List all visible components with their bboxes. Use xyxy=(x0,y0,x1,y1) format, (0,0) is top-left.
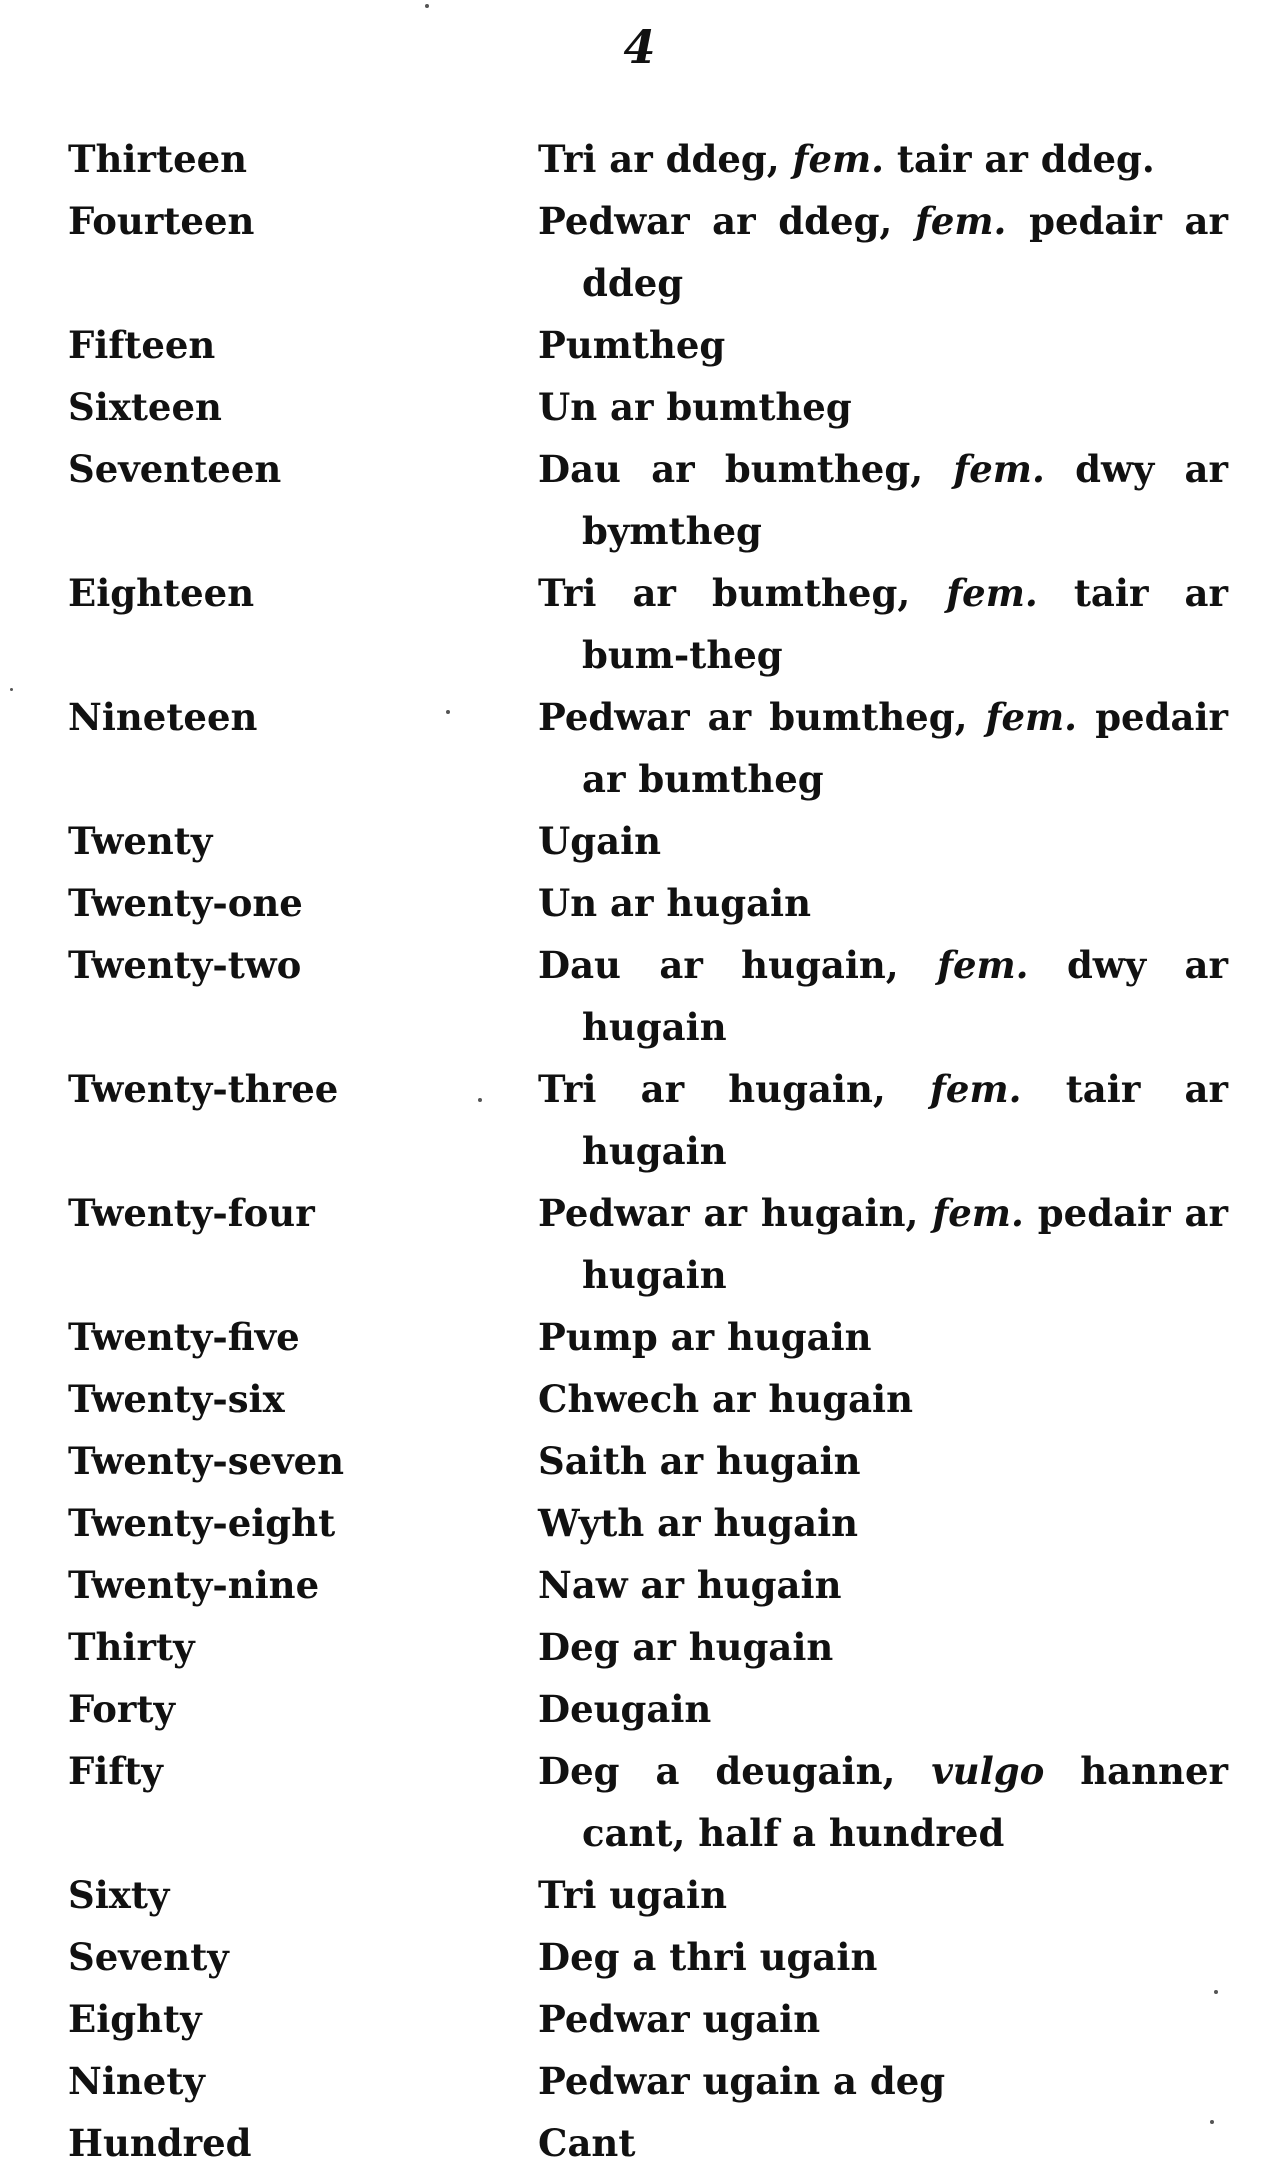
translation-text: Tri ugain xyxy=(538,1873,727,1917)
english-term: Twenty-seven xyxy=(68,1439,345,1483)
welsh-translation xyxy=(538,1864,1228,1926)
english-term: Eighty xyxy=(68,1997,202,2041)
english-term: Fifteen xyxy=(68,323,216,367)
numeral-glossary xyxy=(68,128,1228,2174)
italic-abbreviation: vulgo xyxy=(931,1749,1045,1793)
glossary-row xyxy=(68,2112,1228,2174)
glossary-row xyxy=(68,810,1228,872)
welsh-translation xyxy=(538,562,1228,686)
english-term: Twenty-two xyxy=(68,943,302,987)
glossary-row xyxy=(68,1616,1228,1678)
welsh-translation xyxy=(538,686,1228,810)
glossary-row xyxy=(68,1306,1228,1368)
english-term: Nineteen xyxy=(68,695,258,739)
italic-abbreviation: fem. xyxy=(929,1067,1022,1111)
english-term: Sixty xyxy=(68,1873,170,1917)
translation-text: tair ar ddeg. xyxy=(884,137,1155,181)
translation-text: Deg ar hugain xyxy=(538,1625,834,1669)
welsh-translation xyxy=(538,1368,1228,1430)
welsh-translation xyxy=(538,1740,1228,1864)
translation-text: Dau ar bumtheg, xyxy=(538,447,954,491)
welsh-translation xyxy=(538,1616,1228,1678)
italic-abbreviation: fem. xyxy=(792,137,885,181)
glossary-row xyxy=(68,1864,1228,1926)
translation-text: pedair ar bumtheg xyxy=(582,695,1228,801)
scan-speck xyxy=(1214,1990,1218,1994)
translation-text: dwy ar bymtheg xyxy=(582,447,1229,553)
translation-text: Deugain xyxy=(538,1687,712,1731)
glossary-row xyxy=(68,1554,1228,1616)
translation-text: Un ar bumtheg xyxy=(538,385,852,429)
english-term: Twenty-eight xyxy=(68,1501,336,1545)
english-term: Twenty-four xyxy=(68,1191,315,1235)
italic-abbreviation: fem. xyxy=(932,1191,1024,1235)
glossary-row xyxy=(68,438,1228,562)
english-term: Twenty-nine xyxy=(68,1563,320,1607)
translation-text: Dau ar hugain, xyxy=(538,943,938,987)
glossary-row xyxy=(68,934,1228,1058)
english-term: Forty xyxy=(68,1687,176,1731)
translation-text: Tri ar bumtheg, xyxy=(538,571,947,615)
english-term: Fifty xyxy=(68,1749,163,1793)
english-term: Thirteen xyxy=(68,137,248,181)
welsh-translation xyxy=(538,1492,1228,1554)
english-term: Twenty-six xyxy=(68,1377,285,1421)
welsh-translation xyxy=(538,2050,1228,2112)
translation-text: Ugain xyxy=(538,819,662,863)
glossary-row xyxy=(68,686,1228,810)
welsh-translation xyxy=(538,1988,1228,2050)
welsh-translation xyxy=(538,314,1228,376)
glossary-row xyxy=(68,190,1228,314)
translation-text: hanner cant, half a hundred xyxy=(582,1749,1228,1855)
english-term: Thirty xyxy=(68,1625,195,1669)
welsh-translation xyxy=(538,1430,1228,1492)
translation-text: tair ar bum-theg xyxy=(582,571,1228,677)
glossary-row xyxy=(68,1058,1228,1182)
welsh-translation xyxy=(538,376,1228,438)
english-term: Hundred xyxy=(68,2121,252,2165)
scan-speck xyxy=(10,688,13,691)
italic-abbreviation: fem. xyxy=(937,943,1029,987)
english-term: Twenty-one xyxy=(68,881,303,925)
translation-text: Wyth ar hugain xyxy=(538,1501,859,1545)
translation-text: Tri ar ddeg, xyxy=(538,137,793,181)
scan-speck xyxy=(425,4,429,8)
translation-text: Pedwar ar bumtheg, xyxy=(538,695,986,739)
english-term: Sixteen xyxy=(68,385,222,429)
scan-speck xyxy=(478,1098,482,1102)
translation-text: Pedwar ar hugain, xyxy=(538,1191,933,1235)
english-term: Twenty xyxy=(68,819,213,863)
welsh-translation xyxy=(538,438,1228,562)
glossary-row xyxy=(68,1988,1228,2050)
translation-text: pedair ar ddeg xyxy=(582,199,1228,305)
glossary-row xyxy=(68,376,1228,438)
english-term: Ninety xyxy=(68,2059,205,2103)
translation-text: Naw ar hugain xyxy=(538,1563,842,1607)
translation-text: Pedwar ugain xyxy=(538,1997,821,2041)
welsh-translation xyxy=(538,128,1228,190)
translation-text: Cant xyxy=(538,2121,636,2165)
translation-text: Pedwar ar ddeg, xyxy=(538,199,915,243)
italic-abbreviation: fem. xyxy=(946,571,1038,615)
translation-text: Pumtheg xyxy=(538,323,726,367)
glossary-row xyxy=(68,1430,1228,1492)
translation-text: Deg a deugain, xyxy=(538,1749,932,1793)
translation-text: Deg a thri ugain xyxy=(538,1935,878,1979)
translation-text: Tri ar hugain, xyxy=(538,1067,930,1111)
welsh-translation xyxy=(538,1058,1228,1182)
translation-text: Saith ar hugain xyxy=(538,1439,861,1483)
translation-text: dwy ar hugain xyxy=(582,943,1229,1049)
translation-text: Pedwar ugain a deg xyxy=(538,2059,946,2103)
english-term: Seventeen xyxy=(68,447,282,491)
glossary-row xyxy=(68,562,1228,686)
english-term: Eighteen xyxy=(68,571,255,615)
scan-speck xyxy=(1210,2120,1214,2124)
english-term: Seventy xyxy=(68,1935,229,1979)
glossary-row xyxy=(68,128,1228,190)
page-number: 4 xyxy=(623,20,657,74)
welsh-translation xyxy=(538,1926,1228,1988)
glossary-row xyxy=(68,1678,1228,1740)
english-term: Fourteen xyxy=(68,199,255,243)
welsh-translation xyxy=(538,1182,1228,1306)
welsh-translation xyxy=(538,190,1228,314)
english-term: Twenty-three xyxy=(68,1067,339,1111)
glossary-row xyxy=(68,1740,1228,1864)
translation-text: Pump ar hugain xyxy=(538,1315,872,1359)
welsh-translation xyxy=(538,1678,1228,1740)
translation-text: Un ar hugain xyxy=(538,881,812,925)
translation-text: Chwech ar hugain xyxy=(538,1377,914,1421)
welsh-translation xyxy=(538,934,1228,1058)
glossary-row xyxy=(68,314,1228,376)
welsh-translation xyxy=(538,872,1228,934)
welsh-translation xyxy=(538,810,1228,872)
translation-text: pedair ar hugain xyxy=(582,1191,1228,1297)
italic-abbreviation: fem. xyxy=(985,695,1078,739)
translation-text: tair ar hugain xyxy=(582,1067,1228,1173)
welsh-translation xyxy=(538,2112,1228,2174)
glossary-row xyxy=(68,1182,1228,1306)
scan-speck xyxy=(446,710,450,714)
italic-abbreviation: fem. xyxy=(953,447,1045,491)
italic-abbreviation: fem. xyxy=(914,199,1007,243)
glossary-row xyxy=(68,2050,1228,2112)
welsh-translation xyxy=(538,1554,1228,1616)
glossary-row xyxy=(68,1368,1228,1430)
glossary-row xyxy=(68,872,1228,934)
glossary-row xyxy=(68,1926,1228,1988)
glossary-row xyxy=(68,1492,1228,1554)
english-term: Twenty-five xyxy=(68,1315,300,1359)
welsh-translation xyxy=(538,1306,1228,1368)
